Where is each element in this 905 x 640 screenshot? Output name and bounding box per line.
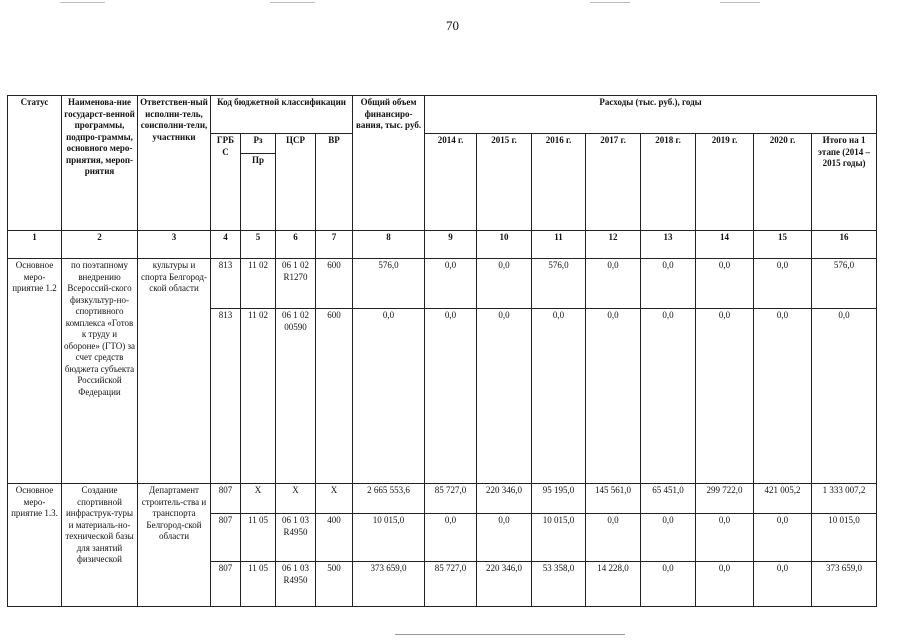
bottom-rule [395,634,625,635]
vr-cell: X [316,484,353,514]
csr-cell: X [276,484,316,514]
csr-header: ЦСР [276,134,316,231]
top-rule [720,2,760,3]
column-number: 8 [353,231,425,259]
vr-header: ВР [316,134,353,231]
year-cell: 0,0 [532,309,586,484]
year-cell: 0,0 [754,309,812,484]
status-cell: Основное меро-приятие 1.3. [8,484,62,607]
column-number: 14 [696,231,754,259]
year-cell: 0,0 [586,309,641,484]
responsible-header: Ответствен-ный исполни-тель, соисполни-тели, участники [138,96,211,231]
top-rule [590,2,630,3]
rzpr-cell: X [241,484,276,514]
grbs-header: ГРБ С [211,134,241,231]
column-number: 3 [138,231,211,259]
year-header: 2020 г. [754,134,812,231]
csr-cell: 06 1 03 R4950 [276,562,316,607]
vr-cell: 600 [316,259,353,309]
expenses-header: Расходы (тыс. руб.), годы [425,96,877,134]
stage-total-cell: 576,0 [812,259,877,309]
year-header: 2018 г. [641,134,696,231]
year-cell: 0,0 [586,514,641,562]
column-number: 15 [754,231,812,259]
year-header: 2015 г. [477,134,532,231]
year-cell: 0,0 [641,514,696,562]
rz-header: Рз [241,134,276,154]
rzpr-cell: 11 05 [241,562,276,607]
stage-total-header: Итого на 1 этапе (2014 – 2015 годы) [812,134,877,231]
column-number: 13 [641,231,696,259]
year-cell: 10 015,0 [532,514,586,562]
column-number: 4 [211,231,241,259]
year-cell: 0,0 [586,259,641,309]
year-cell: 0,0 [425,309,477,484]
column-number: 7 [316,231,353,259]
year-cell: 0,0 [754,259,812,309]
year-cell: 0,0 [425,514,477,562]
column-number: 12 [586,231,641,259]
responsible-cell: культуры и спорта Белгород-ской области [138,259,211,484]
total-cell: 10 015,0 [353,514,425,562]
csr-cell: 06 1 02 00590 [276,309,316,484]
year-cell: 576,0 [532,259,586,309]
rzpr-cell: 11 02 [241,259,276,309]
column-number: 11 [532,231,586,259]
stage-total-cell: 373 659,0 [812,562,877,607]
year-cell: 65 451,0 [641,484,696,514]
year-cell: 0,0 [754,514,812,562]
total-cell: 2 665 553,6 [353,484,425,514]
column-number: 1 [8,231,62,259]
vr-cell: 500 [316,562,353,607]
status-header: Статус [8,96,62,231]
year-cell: 0,0 [754,562,812,607]
year-cell: 0,0 [477,514,532,562]
year-cell: 95 195,0 [532,484,586,514]
stage-total-cell: 1 333 007,2 [812,484,877,514]
year-header: 2017 г. [586,134,641,231]
year-cell: 0,0 [696,562,754,607]
program-name-cell: Создание спортивной инфраструк-туры и материаль-но-технической базы для занятий физической [62,484,138,607]
vr-cell: 600 [316,309,353,484]
year-cell: 0,0 [477,259,532,309]
top-rule [60,2,105,3]
budget-table [7,95,877,607]
year-cell: 85 727,0 [425,562,477,607]
column-number: 9 [425,231,477,259]
total-cell: 0,0 [353,309,425,484]
pr-header: Пр [241,154,276,231]
column-number: 6 [276,231,316,259]
program-name-header: Наименова-ние государст-венной программы, подпро-граммы, основного меро-приятия, мероп-риятия [62,96,138,231]
csr-cell: 06 1 02 R1270 [276,259,316,309]
responsible-cell: Департамент строитель-ства и транспорта Белгород-ской области [138,484,211,607]
year-header: 2016 г. [532,134,586,231]
year-header: 2014 г. [425,134,477,231]
page-number: 70 [446,18,459,33]
column-number: 16 [812,231,877,259]
program-name-cell: по поэтапному внедрению Всероссий-ского физкультур-но-спортивного комплекса «Готов к труду и обороне» (ГТО) за счет средств бюджета субъекта Российской Федерации [62,259,138,484]
year-cell: 0,0 [641,309,696,484]
year-cell: 0,0 [477,309,532,484]
year-cell: 0,0 [641,562,696,607]
column-number: 5 [241,231,276,259]
stage-total-cell: 10 015,0 [812,514,877,562]
csr-cell: 06 1 03 R4950 [276,514,316,562]
year-cell: 0,0 [425,259,477,309]
year-cell: 85 727,0 [425,484,477,514]
stage-total-cell: 0,0 [812,309,877,484]
rzpr-cell: 11 02 [241,309,276,484]
vr-cell: 400 [316,514,353,562]
table-row [8,484,877,514]
year-cell: 0,0 [696,514,754,562]
year-cell: 220 346,0 [477,484,532,514]
year-cell: 0,0 [641,259,696,309]
status-cell: Основное меро-приятие 1.2 [8,259,62,484]
total-cell: 576,0 [353,259,425,309]
column-number: 2 [62,231,138,259]
year-cell: 0,0 [696,259,754,309]
year-cell: 0,0 [696,309,754,484]
top-rule [270,2,315,3]
year-cell: 145 561,0 [586,484,641,514]
year-cell: 53 358,0 [532,562,586,607]
year-cell: 14 228,0 [586,562,641,607]
grbs-cell: 807 [211,562,241,607]
header-row [8,96,877,134]
budget-code-header: Код бюджетной классификации [211,96,353,134]
rzpr-cell: 11 05 [241,514,276,562]
table-row [8,259,877,309]
column-number: 10 [477,231,532,259]
year-header: 2019 г. [696,134,754,231]
grbs-cell: 813 [211,309,241,484]
column-number-row [8,231,877,259]
year-cell: 421 005,2 [754,484,812,514]
grbs-cell: 807 [211,484,241,514]
total-cell: 373 659,0 [353,562,425,607]
grbs-cell: 813 [211,259,241,309]
year-cell: 220 346,0 [477,562,532,607]
total-header: Общий объем финансиро-вания, тыс. руб. [353,96,425,231]
grbs-cell: 807 [211,514,241,562]
year-cell: 299 722,0 [696,484,754,514]
